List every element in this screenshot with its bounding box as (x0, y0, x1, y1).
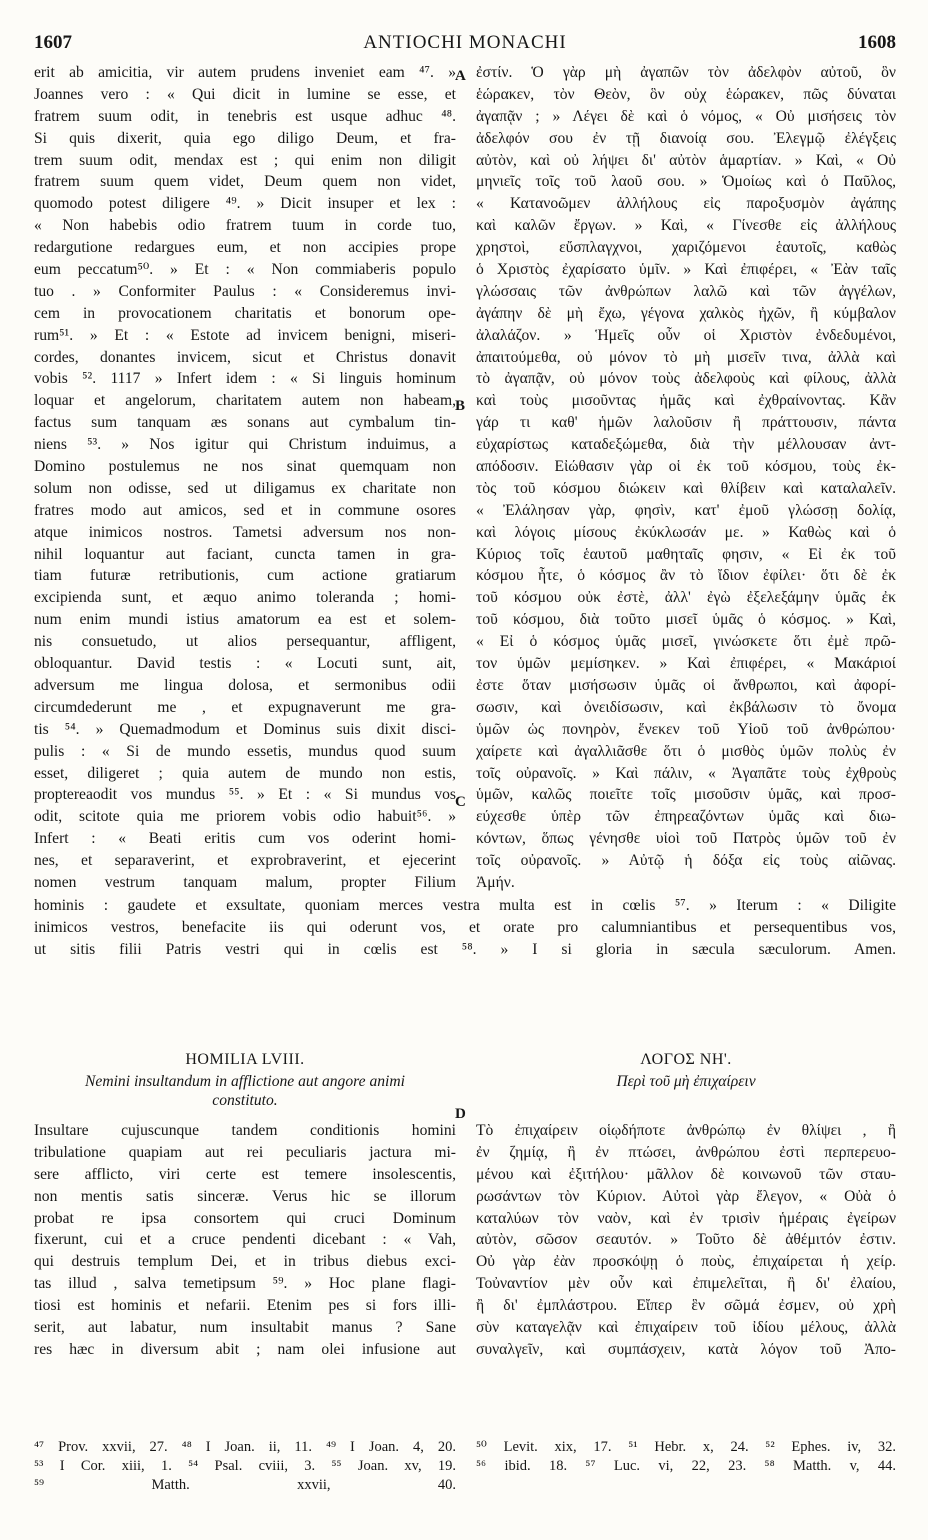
text-line: factus sum tanquam æs sonans aut cymbalum tin- (34, 414, 456, 432)
text-line: Si quis dixerit, quia ego diligo Deum, et fra- (34, 129, 456, 147)
text-line: γλώσσαις τῶν ἀνθρώπων λαλῶ καὶ τῶν ἀγγέλων, (476, 282, 896, 300)
text-line: nes, et separaverint, et exprobraverint, et ejecerint (34, 852, 456, 870)
page-number-right: 1608 (858, 32, 896, 53)
text-line: Οὐ γὰρ ἐὰν προσκόψῃ ὁ ποὺς, ἐπιχαίρεται ἡ χείρ. (476, 1253, 896, 1271)
text-line: num enim mundi istius amatorum ea est et solem- (34, 611, 456, 629)
page (34, 28, 896, 1518)
text-line: quomodo potest diligere ⁴⁹. » Dicit insuper et lex : (34, 195, 456, 213)
text-line: res hæc in diversum abit ; nam olei infusione aut (34, 1340, 456, 1358)
running-title: ANTIOCHI MONACHI (363, 32, 567, 53)
text-line: tiosi est hominis et nefarii. Etenim pes si fors illi- (34, 1297, 456, 1315)
homily-latin (34, 1048, 456, 1361)
text-line: Τοὐναντίον μὲν οὖν καὶ ἐπιμελεῖται, ἢ δι' ἐλαίου, (476, 1275, 896, 1293)
text-line: καὶ λόγοις μίσους ἐκύκλωσάν με. » Καθὼς καὶ ὁ (476, 523, 896, 541)
margin-letter-a: A (455, 68, 466, 84)
text-line: ⁵⁶ ibid. 18. ⁵⁷ Luc. vi, 22, 23. ⁵⁸ Matth. v, 44. (476, 1458, 896, 1474)
text-line: probat re ipsa consortem qui cruci Dominum (34, 1209, 456, 1227)
text-line: redargutione redargues eum, et non accipies prope (34, 239, 456, 257)
text-line: ἐστε ὅταν μισήσωσιν ὑμᾶς οἱ ἄνθρωποι, καὶ ἀφορί- (476, 676, 896, 694)
text-line: τοῖς οὐρανοῖς. » Αὐτῷ ἡ δόξα εἰς τοὺς αἰῶνας. (476, 852, 896, 870)
text-line: ἀγαπᾷν ; » Λέγει δὲ καὶ ὁ νόμος, « Οὐ μισήσεις τὸν (476, 107, 896, 125)
text-line: nihil loquantur aut faciant, cuncta tamen in gra- (34, 545, 456, 563)
text-line: loquar et angelorum, charitatem autem non habeam, (34, 392, 456, 410)
text-line: atque inimicos nostros. Tametsi adversum nos non- (34, 523, 456, 541)
text-line: τοῖς οὐρανοῖς. » Καὶ πάλιν, « Ἀγαπᾶτε τοὺς ἐχθροὺς (476, 764, 896, 782)
text-line: hominis : gaudete et exsultate, quoniam merces vestra multa est in cœlis ⁵⁷. » Iterum : « Diligite (34, 897, 896, 914)
text-line: nomen vestrum tanquam malum, propter Filium (34, 873, 456, 891)
text-line: ὁ Χριστὸς ἐχαρίσατο ὑμῖν. » Καὶ ἐπιφέρει, « Ἐὰν ταῖς (476, 261, 896, 279)
text-line: γάρ τι καθ' ἡμῶν λαλοῦσιν ἢ πράττουσιν, πάντα (476, 414, 896, 432)
text-line: inimicos vestros, benefacite iis qui oderunt vos, et orate pro calumniantibus et persequentibus vos, (34, 918, 896, 936)
homily-latin-subtitle-2: constituto. (212, 1092, 278, 1109)
text-line: tribulatione quapiam aut rei peculiaris jactura mi- (34, 1143, 456, 1161)
footnotes-left (34, 1438, 456, 1495)
margin-letter-c: C (455, 794, 466, 810)
text-line: fratrem suum odit, in tenebris est usque adhuc ⁴⁸. (34, 107, 456, 125)
text-line: fixerunt, cui et a cruce pendenti dicebant : « Vah, (34, 1231, 456, 1249)
homily-greek-title: ΛΟΓΟΣ ΝΗ'. (640, 1051, 732, 1068)
text-line: erit ab amicitia, vir autem prudens inveniet eam ⁴⁷. » (34, 64, 456, 81)
text-line: tas illud , salva temetipsum ⁵⁹. » Hoc plane flagi- (34, 1275, 456, 1293)
text-line: tuo . » Conformiter Paulus : « Consideremus invi- (34, 282, 456, 300)
text-line: vobis ⁵². 1117 » Infert idem : « Si linguis hominum (34, 370, 456, 388)
text-line: χαίρετε καὶ ἀγαλλιᾶσθε ὅτι ὁ μισθὸς ὑμῶν πολὺς ἐν (476, 742, 896, 760)
text-line: niens ⁵³. » Nos igitur qui Christum induimus, a (34, 436, 456, 454)
text-line: αὐτὸν, καὶ οὐ λήψει δι' αὐτὸν ἁμαρτίαν. » Καὶ, « Οὐ (476, 151, 896, 169)
text-line: ut sitis filii Patris vestri qui in cœlis est ⁵⁸. » Ι si gloria in sæcula sæculorum. Amen. (34, 940, 896, 958)
text-line: serit, aut labatur, num insultabit manus ? Sane (34, 1319, 456, 1337)
text-line: cem in provocationem charitatis et bonorum ope- (34, 304, 456, 322)
text-line: qui destruis templum Dei, et in tribus diebus exci- (34, 1253, 456, 1271)
text-line: Ἀμήν. (476, 873, 515, 891)
text-line: tis ⁵⁴. » Quemadmodum et Dominus suis dixit disci- (34, 720, 456, 738)
full-width-text (34, 895, 896, 961)
text-line: ρωσάντων τὸν Κύριον. Αὐτοὶ γὰρ ἔλεγον, « Οὐὰ ὁ (476, 1187, 896, 1205)
text-line: εὐχαρίστως καταδεξώμεθα, διὰ τὴν μέλλουσαν ἀντ- (476, 436, 896, 454)
text-line: excipienda sunt, et æquo animo toleranda ; homi- (34, 589, 456, 607)
text-line: τον ὑμῶν μεμίσηκεν. » Καὶ ἐπιφέρει, « Μακάριοί (476, 655, 896, 673)
text-line: trem suum odit, mendax est ; qui enim non diligit (34, 151, 456, 169)
text-line: solum non odisse, sed ut diligamus ex charitate non (34, 479, 456, 497)
text-line: αὐτὸν, σῶσον σεαυτόν. » Τοῦτο δὲ ἀθέμιτόν ἐστιν. (476, 1231, 896, 1249)
page-number-left: 1607 (34, 32, 72, 53)
text-line: Infert : « Beati eritis cum vos oderint homi- (34, 830, 456, 848)
text-line: τὸς τοῦ κόσμου διώκειν καὶ θλίβειν καὶ καταλαλεῖν. (476, 479, 896, 497)
footnotes-right (476, 1438, 896, 1476)
text-line: « Ἐλάλησαν γὰρ, φησὶν, κατ' ἐμοῦ γλώσσῃ δολίᾳ, (476, 501, 896, 519)
text-line: Τὸ ἐπιχαίρειν οἱῳδήποτε ἀνθρώπῳ ἐν θλίψει , ἢ (476, 1122, 896, 1139)
text-line: ὑμῶν, καλῶς ποιεῖτε τοῖς μισοῦσιν ὑμᾶς, καὶ προσ- (476, 786, 896, 804)
text-line: « Εἰ ὁ κόσμος ὑμᾶς μισεῖ, γινώσκετε ὅτι ἐμὲ πρῶ- (476, 633, 896, 651)
text-line: Insultare cujuscunque tandem conditionis homini (34, 1122, 456, 1139)
greek-column (476, 62, 896, 894)
margin-letter-b: B (455, 398, 466, 414)
text-line: τοῦ κόσμου, διὰ τοῦτο μισεῖ ὑμᾶς ὁ κόσμος. » Καὶ, (476, 611, 896, 629)
homily-latin-subtitle-1: Nemini insultandum in afflictione aut angore animi (85, 1073, 405, 1090)
homily-greek-subtitle: Περὶ τοῦ μὴ ἐπιχαίρειν (616, 1073, 756, 1090)
text-line: μηνιεῖς τοῖς τοῦ λαοῦ σου. » Ὁμοίως καὶ ὁ Παῦλος, (476, 173, 896, 191)
text-line: ἑώρακεν, τὸν Θεὸν, ὃν οὐχ ἑώρακεν, πῶς δύναται (476, 85, 896, 103)
text-line: ἐν ζημίᾳ, ἢ ἐν πτώσει, ἀνθρώπου ἐστὶ περπερευο- (476, 1143, 896, 1161)
text-line: ⁵³ I Cor. xiii, 1. ⁵⁴ Psal. cviii, 3. ⁵⁵ Joan. xv, 19. (34, 1458, 456, 1474)
text-line: Domino postulemus ne nos sinat quemquam non (34, 458, 456, 476)
text-line: cordes, donantes invicem, sicut et Christus donavit (34, 348, 456, 366)
margin-letter-d: D (455, 1106, 466, 1122)
text-line: συναλγεῖν, καὶ συμπάσχειν, κατὰ λόγον τοῦ Ἀπο- (476, 1340, 896, 1358)
text-line: nis consuetudo, ut alios persequantur, affligent, (34, 633, 456, 651)
homily-latin-body (34, 1120, 456, 1361)
text-line: απόδοσιν. Εἰώθασιν γὰρ οἱ ἐκ τοῦ κόσμου, τοὺς ἐκ- (476, 458, 896, 476)
text-line: proptereaodit vos mundus ⁵⁵. » Et : « Si mundus vos (34, 786, 456, 804)
text-line: τὸ ἀγαπᾷν, οὐ μόνον τοὺς ἀδελφοὺς καὶ φίλους, ἀλλὰ (476, 370, 896, 388)
text-line: pulis : « Si de mundo essetis, mundus quod suum (34, 742, 456, 760)
text-line: ⁵⁹ Matth. xxvii, 40. (34, 1477, 456, 1493)
text-line: obloquantur. David testis : « Locuti sunt, ait, (34, 655, 456, 673)
text-line: non mentis satis sinceræ. Verus hic se illorum (34, 1187, 456, 1205)
page-header (34, 28, 896, 58)
text-line: σὺν καταγελᾷν καὶ ἐπιχαίρειν τοῦ ἰδίου μέλους, ἀλλὰ (476, 1319, 896, 1337)
text-line: eum peccatum⁵⁰. » Et : « Non commiaberis populo (34, 261, 456, 279)
text-line: ἀπαιτούμεθα, οὐ μόνον τὸ μὴ μισεῖν τινα, ἀλλὰ καὶ (476, 348, 896, 366)
latin-column (34, 62, 456, 894)
text-line: κόσμου ἦτε, ὁ κόσμος ἂν τὸ ἴδιον ἐφίλει· ὅτι δὲ ἐκ (476, 567, 896, 585)
text-line: Κύριος τοῖς ἑαυτοῦ μαθηταῖς φησιν, « Εἰ ἐκ τοῦ (476, 545, 896, 563)
text-line: fratrem suum quem videt, Deum quem non videt, (34, 173, 456, 191)
homily-greek-body (476, 1120, 896, 1361)
text-line: ἐστίν. Ὁ γὰρ μὴ ἀγαπῶν τὸν ἀδελφὸν αὐτοῦ, ὃν (476, 64, 896, 81)
text-line: ἀδελφόν σου ἐν τῇ διανοίᾳ σου. Ἐλεγμῷ ἐλέγξεις (476, 129, 896, 147)
text-line: fratres modo aut amicos, sed et in commune osores (34, 501, 456, 519)
text-line: χρηστοὶ, εὔσπλαγχνοι, χαριζόμενοι ἑαυτοῖς, καθὼς (476, 239, 896, 257)
text-line: ⁵⁰ Levit. xix, 17. ⁵¹ Hebr. x, 24. ⁵² Ephes. iv, 32. (476, 1439, 896, 1455)
homily-latin-title: HOMILIA LVIII. (185, 1051, 305, 1068)
text-line: ἀλαλάζον. » Ἡμεῖς οὖν οἱ Χριστὸν ἐνδεδυμένοι, (476, 326, 896, 344)
text-line: « Non habebis odio fratrem tuum in corde tuo, (34, 217, 456, 235)
text-line: μένου καὶ ἐξιτήλου· μᾶλλον δὲ κοινωνοῦ τῶν σταυ- (476, 1165, 896, 1183)
text-line: ἀγάπην δὲ μὴ ἔχω, γέγονα χαλκὸς ἠχῶν, ἢ κύμβαλον (476, 304, 896, 322)
text-line: esset, diligeret ; quia autem de mundo non estis, (34, 764, 456, 782)
text-line: σωσιν, καὶ ὀνειδίσωσιν, καὶ ἐκβάλωσιν τὸ ὄνομα (476, 698, 896, 716)
text-line: sere afflicto, viri certe est temere insolescentis, (34, 1165, 456, 1183)
homily-greek (476, 1048, 896, 1361)
text-line: κόντων, ὅπως γένησθε υἱοὶ τοῦ Πατρὸς ὑμῶν τοῦ ἐν (476, 830, 896, 848)
text-line: odit, scitote quia me priorem vobis odio habuit⁵⁶. » (34, 808, 456, 826)
text-line: adversum me lingua dolosa, et sermonibus odii (34, 676, 456, 694)
text-line: circumdederunt me , et expugnaverunt me gra- (34, 698, 456, 716)
text-line: rum⁵¹. » Et : « Estote ad invicem benigni, miseri- (34, 326, 456, 344)
text-line: ὑμῶν ὡς πονηρὸν, ἕνεκεν τοῦ Υἱοῦ τοῦ ἀνθρώπου· (476, 720, 896, 738)
text-line: ⁴⁷ Prov. xxvii, 27. ⁴⁸ I Joan. ii, 11. ⁴⁹ I Joan. 4, 20. (34, 1439, 456, 1455)
text-line: καταλύων τὸν ναὸν, καὶ ἐν τρισὶν ἡμέραις ἐγείρων (476, 1209, 896, 1227)
text-line: tiam futuræ retributionis, cum actione gratiarum (34, 567, 456, 585)
text-line: καὶ καλῶν ἔργων. » Καὶ, « Γίνεσθε εἰς ἀλλήλους (476, 217, 896, 235)
text-line: « Κατανοῶμεν ἀλλήλους εἰς παροξυσμὸν ἀγάπης (476, 195, 896, 213)
text-line: Joannes vero : « Qui dicit in lumine se esse, et (34, 85, 456, 103)
text-line: εύχεσθε ὑπὲρ τῶν ἐπηρεαζόντων ὑμᾶς καὶ διω- (476, 808, 896, 826)
text-line: ἢ δι' ἐμπλάστρου. Εἴπερ ἓν σῶμά ἐσμεν, οὐ χρὴ (476, 1297, 896, 1315)
text-line: τοῦ κόσμου οὐκ ἐστὲ, ἀλλ' ἐγὼ ἐξελεξάμην ὑμᾶς ἐκ (476, 589, 896, 607)
text-line: καὶ τοὺς μισοῦντας ἡμᾶς καὶ ἐχθραίνοντας. Κἂν (476, 392, 896, 410)
